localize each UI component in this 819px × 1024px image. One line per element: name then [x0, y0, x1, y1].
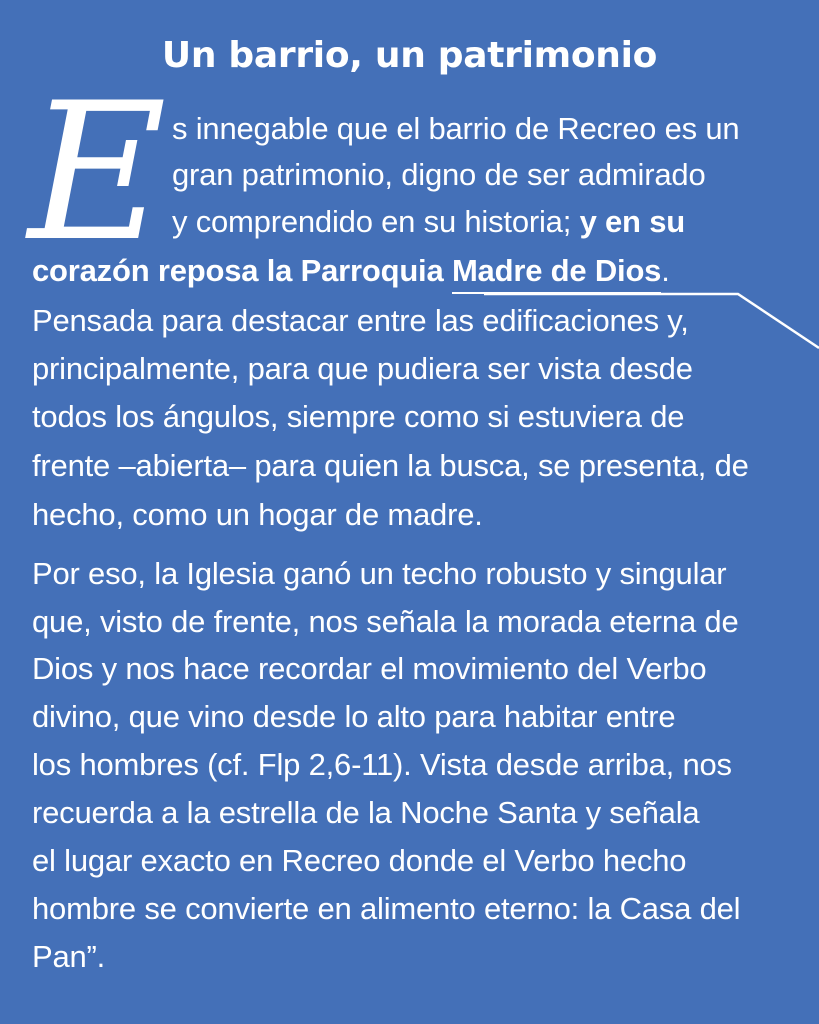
paragraph-1-line-4: [32, 248, 670, 294]
paragraph-1-line-5: Pensada para destacar entre las edificaciones y,: [32, 303, 689, 338]
paragraph-2-line-8: hombre se convierte en alimento eterno: la Casa del: [32, 891, 741, 926]
paragraph-1-line-8: frente –abierta– para quien la busca, se presenta, de: [32, 448, 749, 483]
page-title: Un barrio, un patrimonio: [161, 35, 658, 76]
paragraph-1-line-3: [172, 199, 685, 245]
paragraph-2-line-9: Pan”.: [32, 939, 106, 974]
paragraph-1-line-6: principalmente, para que pudiera ser vista desde: [32, 351, 693, 386]
paragraph-1-line-3-bold: y en su: [579, 204, 685, 239]
paragraph-2-line-2: que, visto de frente, nos señala la morada eterna de: [32, 604, 739, 639]
paragraph-2-line-1: Por eso, la Iglesia ganó un techo robusto y singular: [32, 556, 727, 591]
paragraph-2-line-7: el lugar exacto en Recreo donde el Verbo hecho: [32, 843, 687, 878]
paragraph-1-line-3-regular: y comprendido en su historia;: [172, 204, 580, 239]
paragraph-1-line-2: gran patrimonio, digno de ser admirado: [172, 157, 706, 192]
paragraph-2-line-6: recuerda a la estrella de la Noche Santa y señala: [32, 795, 700, 830]
paragraph-2-line-4: divino, que vino desde lo alto para habitar entre: [32, 699, 676, 734]
paragraph-1-line-4-bold: corazón reposa la Parroquia: [32, 253, 452, 288]
paragraph-2-line-5: los hombres (cf. Flp 2,6-11). Vista desde arriba, nos: [32, 747, 732, 782]
paragraph-1-line-9: hecho, como un hogar de madre.: [32, 497, 483, 532]
drop-cap: E: [28, 62, 167, 283]
paragraph-2-line-3: Dios y nos hace recordar el movimiento del Verbo: [32, 651, 707, 686]
paragraph-1-line-1: s innegable que el barrio de Recreo es un: [172, 111, 740, 146]
paragraph-1-line-7: todos los ángulos, siempre como si estuviera de: [32, 399, 685, 434]
paragraph-1-line-4-period: .: [661, 253, 670, 288]
parish-name-highlight: Madre de Dios: [452, 253, 661, 294]
